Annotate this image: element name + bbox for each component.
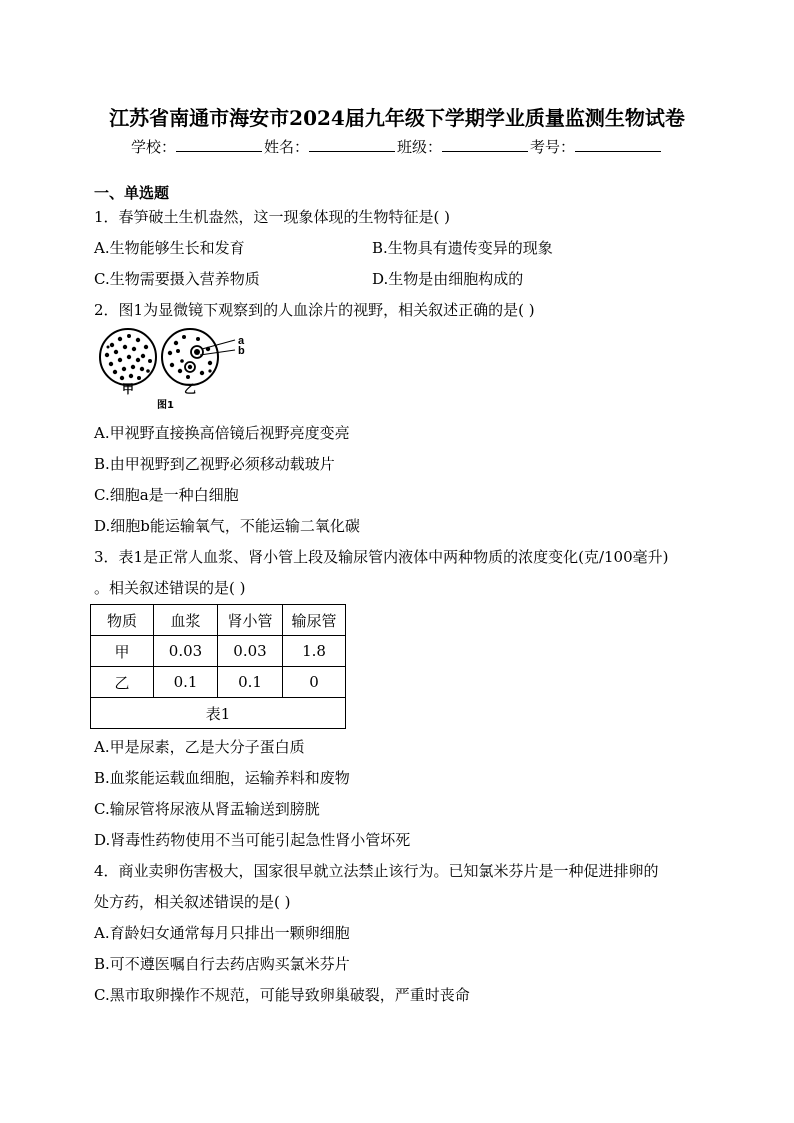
field-yi: [162, 329, 235, 385]
number-label: 考号：: [530, 138, 576, 156]
q1-stem: 1．春笋破土生机盎然，这一现象体现的生物特征是( ): [94, 208, 451, 226]
section-heading: 一、单选题: [94, 184, 170, 202]
q1-option-b: B.生物具有遗传变异的现象: [372, 239, 553, 257]
table-header-cell: 输尿管: [283, 605, 346, 636]
q3-option-d: D.肾毒性药物使用不当可能引起急性肾小管坏死: [94, 831, 411, 849]
q1-option-a: A.生物能够生长和发育: [94, 239, 245, 257]
q3-stem-line1: 3．表1是正常人血浆、肾小管上段及输尿管内液体中两种物质的浓度变化(克/100毫升): [94, 548, 669, 566]
q2-option-d: D.细胞b能运输氧气，不能运输二氧化碳: [94, 517, 360, 535]
table-cell: 乙: [91, 667, 154, 698]
class-blank: [442, 137, 528, 152]
table-caption-row: [91, 698, 346, 729]
name-label: 姓名：: [263, 138, 309, 156]
label-yi: 乙: [184, 382, 197, 396]
table-cell: 0.03: [218, 636, 283, 667]
q3-stem-line2: 。相关叙述错误的是( ): [94, 579, 246, 597]
table-header-cell: 物质: [91, 605, 154, 636]
table-cell: 0.03: [154, 636, 218, 667]
table-row: [91, 636, 346, 667]
name-blank: [309, 137, 395, 152]
figure-caption: 图1: [157, 400, 174, 411]
table-row: [91, 667, 346, 698]
q2-option-b: B.由甲视野到乙视野必须移动载玻片: [94, 455, 335, 473]
table-header-cell: 血浆: [154, 605, 218, 636]
table-cell: 1.8: [283, 636, 346, 667]
class-label: 班级：: [397, 138, 443, 156]
q2-option-a: A.甲视野直接换高倍镜后视野亮度变亮: [94, 424, 350, 442]
blood-smear-figure: [98, 327, 258, 412]
q4-option-c: C.黑市取卵操作不规范，可能导致卵巢破裂，严重时丧命: [94, 986, 470, 1004]
q3-option-b: B.血浆能运载血细胞，运输养料和废物: [94, 769, 350, 787]
q1-option-d: D.生物是由细胞构成的: [372, 270, 524, 288]
school-label: 学校：: [130, 138, 176, 156]
q4-stem-line1: 4．商业卖卵伤害极大，国家很早就立法禁止该行为。已知氯米芬片是一种促进排卵的: [94, 862, 659, 880]
table-cell: 0.1: [218, 667, 283, 698]
student-info-row: [0, 136, 794, 157]
table-cell: 0.1: [154, 667, 218, 698]
table-header-cell: 肾小管: [218, 605, 283, 636]
q3-option-c: C.输尿管将尿液从肾盂输送到膀胱: [94, 800, 320, 818]
label-jia: 甲: [122, 382, 135, 396]
q4-option-b: B.可不遵医嘱自行去药店购买氯米芬片: [94, 955, 350, 973]
table-cell: 0: [283, 667, 346, 698]
q2-stem: 2．图1为显微镜下观察到的人血涂片的视野，相关叙述正确的是( ): [94, 301, 535, 319]
page-title: 江苏省南通市海安市2024届九年级下学期学业质量监测生物试卷: [109, 106, 685, 130]
school-blank: [176, 137, 262, 152]
q2-option-c: C.细胞a是一种白细胞: [94, 486, 239, 504]
label-a: a: [238, 335, 245, 347]
label-b: b: [238, 345, 245, 357]
q3-option-a: A.甲是尿素，乙是大分子蛋白质: [94, 738, 305, 756]
number-blank: [575, 137, 661, 152]
table-header-row: [91, 605, 346, 636]
concentration-table: [90, 604, 346, 729]
table-cell: 甲: [91, 636, 154, 667]
q4-option-a: A.育龄妇女通常每月只排出一颗卵细胞: [94, 924, 350, 942]
field-jia: [100, 329, 156, 385]
table-caption: 表1: [91, 698, 346, 729]
q4-stem-line2: 处方药，相关叙述错误的是( ): [94, 893, 291, 911]
q1-option-c: C.生物需要摄入营养物质: [94, 270, 260, 288]
